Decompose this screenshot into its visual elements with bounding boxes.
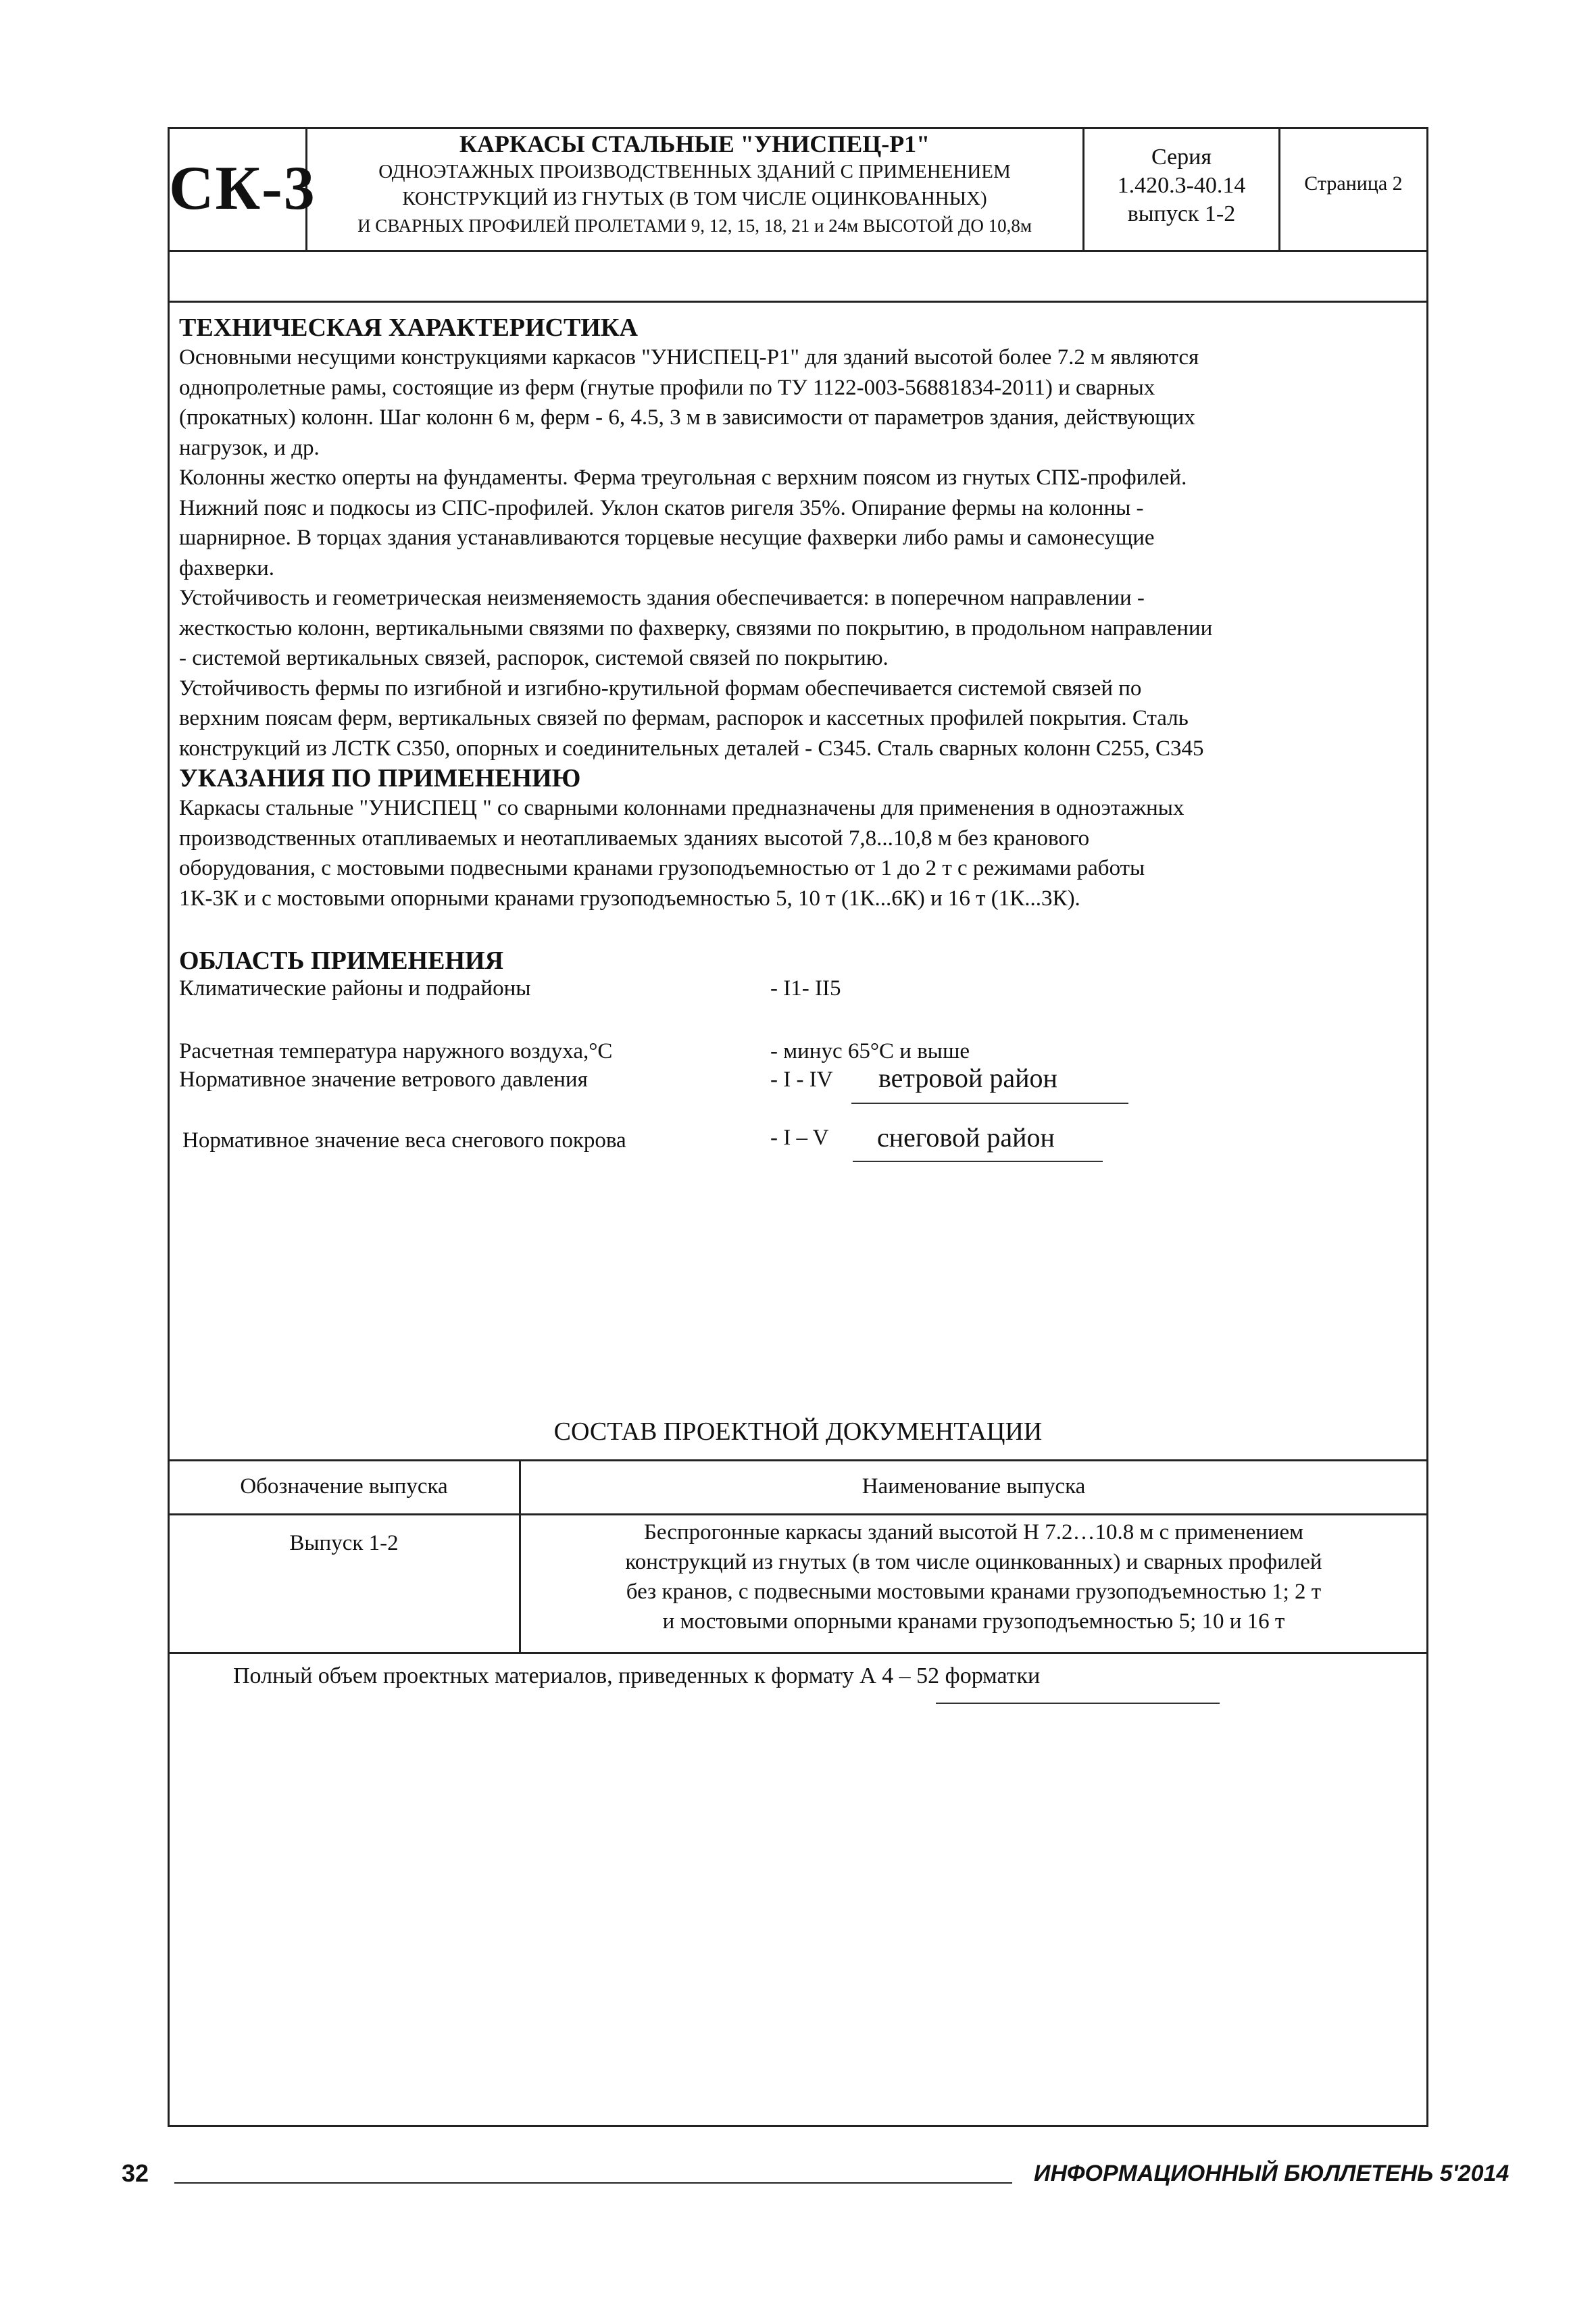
scope-label: Нормативное значение ветрового давления: [179, 1067, 588, 1092]
docs-table-header-rule: [168, 1513, 1428, 1515]
tech-line: Устойчивость и геометрическая неизменяемость здания обеспечивается: в поперечном направлении -: [179, 586, 1145, 610]
usage-line: производственных отапливаемых и неотапливаемых зданиях высотой 7,8...10,8 м без кранового: [179, 826, 1090, 851]
snow-underline: [853, 1161, 1103, 1162]
docs-col-header-designation: Обозначение выпуска: [240, 1474, 448, 1499]
scope-value: - I – V: [770, 1126, 829, 1150]
usage-line: 1К-3К и с мостовыми опорными кранами грузоподъемностью 5, 10 т (1К...6К) и 16 т (1К...3К).: [179, 886, 1080, 911]
header-bottom-rule: [168, 250, 1428, 252]
docs-col-header-name: Наименование выпуска: [862, 1474, 1086, 1499]
tech-line: - системой вертикальных связей, распорок, системой связей по покрытию.: [179, 646, 889, 670]
series-number: 1.420.3-40.14: [1117, 173, 1246, 198]
header-subtitle-1: ОДНОЭТАЖНЫХ ПРОИЗВОДСТВЕННЫХ ЗДАНИЙ С ПРИМЕНЕНИЕМ: [378, 161, 1011, 182]
docs-row-name: [521, 1517, 1426, 1636]
scope-value: - минус 65°С и выше: [770, 1039, 970, 1063]
header-second-rule: [168, 301, 1428, 303]
header-subtitle-2: КОНСТРУКЦИЙ ИЗ ГНУТЫХ (В ТОМ ЧИСЛЕ ОЦИНКОВАННЫХ): [402, 188, 987, 209]
usage-heading: УКАЗАНИЯ ПО ПРИМЕНЕНИЮ: [179, 764, 581, 793]
wind-underline: [851, 1103, 1128, 1104]
tech-line: конструкций из ЛСТК С350, опорных и соединительных деталей - С345. Сталь сварных колонн С255, С345: [179, 736, 1204, 761]
tech-line: жесткостью колонн, вертикальными связями по фахверку, связями по покрытию, в продольном направлении: [179, 615, 1213, 640]
scope-value: - I - IV: [770, 1067, 833, 1092]
docs-title: СОСТАВ ПРОЕКТНОЙ ДОКУМЕНТАЦИИ: [553, 1417, 1043, 1446]
wind-note: ветровой район: [878, 1063, 1057, 1093]
scope-label: Нормативное значение веса снегового покрова: [182, 1128, 626, 1153]
tech-line: верхним поясам ферм, вертикальных связей по фермам, распорок и кассетных профилей покрытия. Сталь: [179, 706, 1189, 730]
tech-line: однопролетные рамы, состоящие из ферм (гнутые профили по ТУ 1122-003-56881834-2011) и сварных: [179, 375, 1155, 400]
tech-line: Колонны жестко оперты на фундаменты. Ферма треугольная с верхним поясом из гнутых СПΣ-профилей.: [179, 466, 1187, 490]
tech-line: нагрузок, и др.: [179, 435, 320, 460]
series-issue: выпуск 1-2: [1127, 201, 1236, 226]
tech-line: Устойчивость фермы по изгибной и изгибно-крутильной формам обеспечивается системой связей по: [179, 676, 1142, 701]
header-title-block: [307, 130, 1082, 239]
scope-heading: ОБЛАСТЬ ПРИМЕНЕНИЯ: [179, 947, 504, 975]
series-block: [1084, 143, 1278, 228]
snow-note: снеговой район: [877, 1122, 1055, 1153]
usage-line: оборудования, с мостовыми подвесными кранами грузоподъемностью от 1 до 2 т с режимами работы: [179, 856, 1145, 880]
tech-line: Нижний пояс и подкосы из СПС-профилей. Уклон скатов ригеля 35%. Опирание фермы на колонны -: [179, 495, 1144, 520]
scope-value: - I1- II5: [770, 976, 841, 1001]
scope-label: Климатические районы и подрайоны: [179, 976, 531, 1001]
docs-total-underline: [936, 1703, 1220, 1704]
tech-line: (прокатных) колонн. Шаг колонн 6 м, ферм - 6, 4.5, 3 м в зависимости от параметров здания, действующих: [179, 405, 1195, 430]
tech-line: Основными несущими конструкциями каркасов "УНИСПЕЦ-Р1" для зданий высотой более 7.2 м являются: [179, 345, 1199, 370]
tech-line: фахверки.: [179, 555, 275, 580]
docs-table-top: [168, 1459, 1428, 1461]
docs-total: Полный объем проектных материалов, приведенных к формату А 4 – 52 форматки: [233, 1663, 1041, 1688]
docs-table-bottom: [168, 1652, 1428, 1654]
docs-row-designation: Выпуск 1-2: [289, 1531, 399, 1555]
docs-row-name-line: без кранов, с подвесными мостовыми кранами грузоподъемностью 1; 2 т: [626, 1580, 1322, 1604]
docs-row-name-line: Беспрогонные каркасы зданий высотой H 7.2…10.8 м с применением: [643, 1520, 1304, 1544]
scope-label: Расчетная температура наружного воздуха,°С: [179, 1039, 613, 1063]
page-number: 32: [122, 2159, 149, 2187]
sheet-code: СК-3: [169, 153, 316, 222]
tech-heading: ТЕХНИЧЕСКАЯ ХАРАКТЕРИСТИКА: [179, 313, 638, 342]
usage-line: Каркасы стальные "УНИСПЕЦ " со сварными колоннами предназначены для применения в одноэтажных: [179, 796, 1184, 820]
header-subtitle-3: И СВАРНЫХ ПРОФИЛЕЙ ПРОЛЕТАМИ 9, 12, 15, 18, 21 и 24м ВЫСОТОЙ ДО 10,8м: [357, 216, 1032, 236]
footer-rule: [174, 2182, 1012, 2184]
page-label: Страница 2: [1304, 172, 1403, 195]
bulletin-title: ИНФОРМАЦИОННЫЙ БЮЛЛЕТЕНЬ 5'2014: [1034, 2161, 1510, 2186]
docs-row-name-line: конструкций из гнутых (в том числе оцинкованных) и сварных профилей: [625, 1550, 1322, 1574]
docs-row-name-line: и мостовыми опорными кранами грузоподъемностью 5; 10 и 16 т: [662, 1609, 1285, 1634]
tech-line: шарнирное. В торцах здания устанавливаются торцевые несущие фахверки либо рамы и самонесущие: [179, 526, 1155, 550]
tech-section: [179, 313, 1416, 913]
series-label: Серия: [1151, 145, 1212, 170]
header-title: КАРКАСЫ СТАЛЬНЫЕ "УНИСПЕЦ-Р1": [459, 130, 930, 157]
